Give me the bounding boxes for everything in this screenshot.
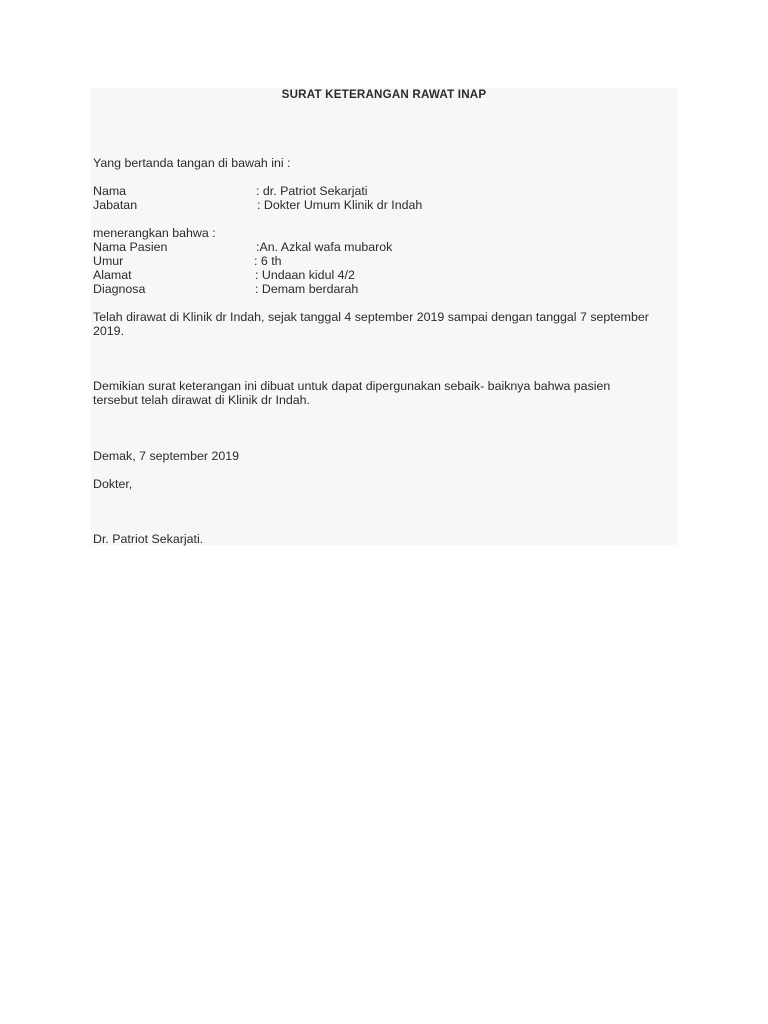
closing-paragraph: Demikian surat keterangan ini dibuat untuk dapat dipergunakan sebaik- baiknya bahwa pasien tersebut telah dirawat di Klinik dr Indah. xyxy=(93,379,611,407)
signoff-text: Dokter, xyxy=(93,477,133,491)
document-page xyxy=(91,88,677,545)
patient-age-value: : 6 th xyxy=(254,254,282,268)
patient-age-label: Umur xyxy=(93,254,124,268)
signer-position-value: : Dokter Umum Klinik dr Indah xyxy=(257,198,423,212)
signer-position-label: Jabatan xyxy=(93,198,138,212)
patient-diagnosis-label: Diagnosa xyxy=(93,282,146,296)
patient-address-label: Alamat xyxy=(93,268,132,282)
signature-name: Dr. Patriot Sekarjati. xyxy=(93,532,204,546)
patient-name-label: Nama Pasien xyxy=(93,240,168,254)
place-date: Demak, 7 september 2019 xyxy=(93,449,240,463)
statement-text: menerangkan bahwa : xyxy=(93,226,216,240)
document-title: SURAT KETERANGAN RAWAT INAP xyxy=(281,88,487,101)
signer-name-value: : dr. Patriot Sekarjati xyxy=(256,184,368,198)
treatment-paragraph: Telah dirawat di Klinik dr Indah, sejak tanggal 4 september 2019 sampai dengan tanggal 7 september 2019. xyxy=(93,310,649,338)
patient-address-value: : Undaan kidul 4/2 xyxy=(255,268,355,282)
intro-text: Yang bertanda tangan di bawah ini : xyxy=(93,156,291,170)
patient-name-value: :An. Azkal wafa mubarok xyxy=(256,240,393,254)
patient-diagnosis-value: : Demam berdarah xyxy=(255,282,359,296)
signer-name-label: Nama xyxy=(93,184,127,198)
